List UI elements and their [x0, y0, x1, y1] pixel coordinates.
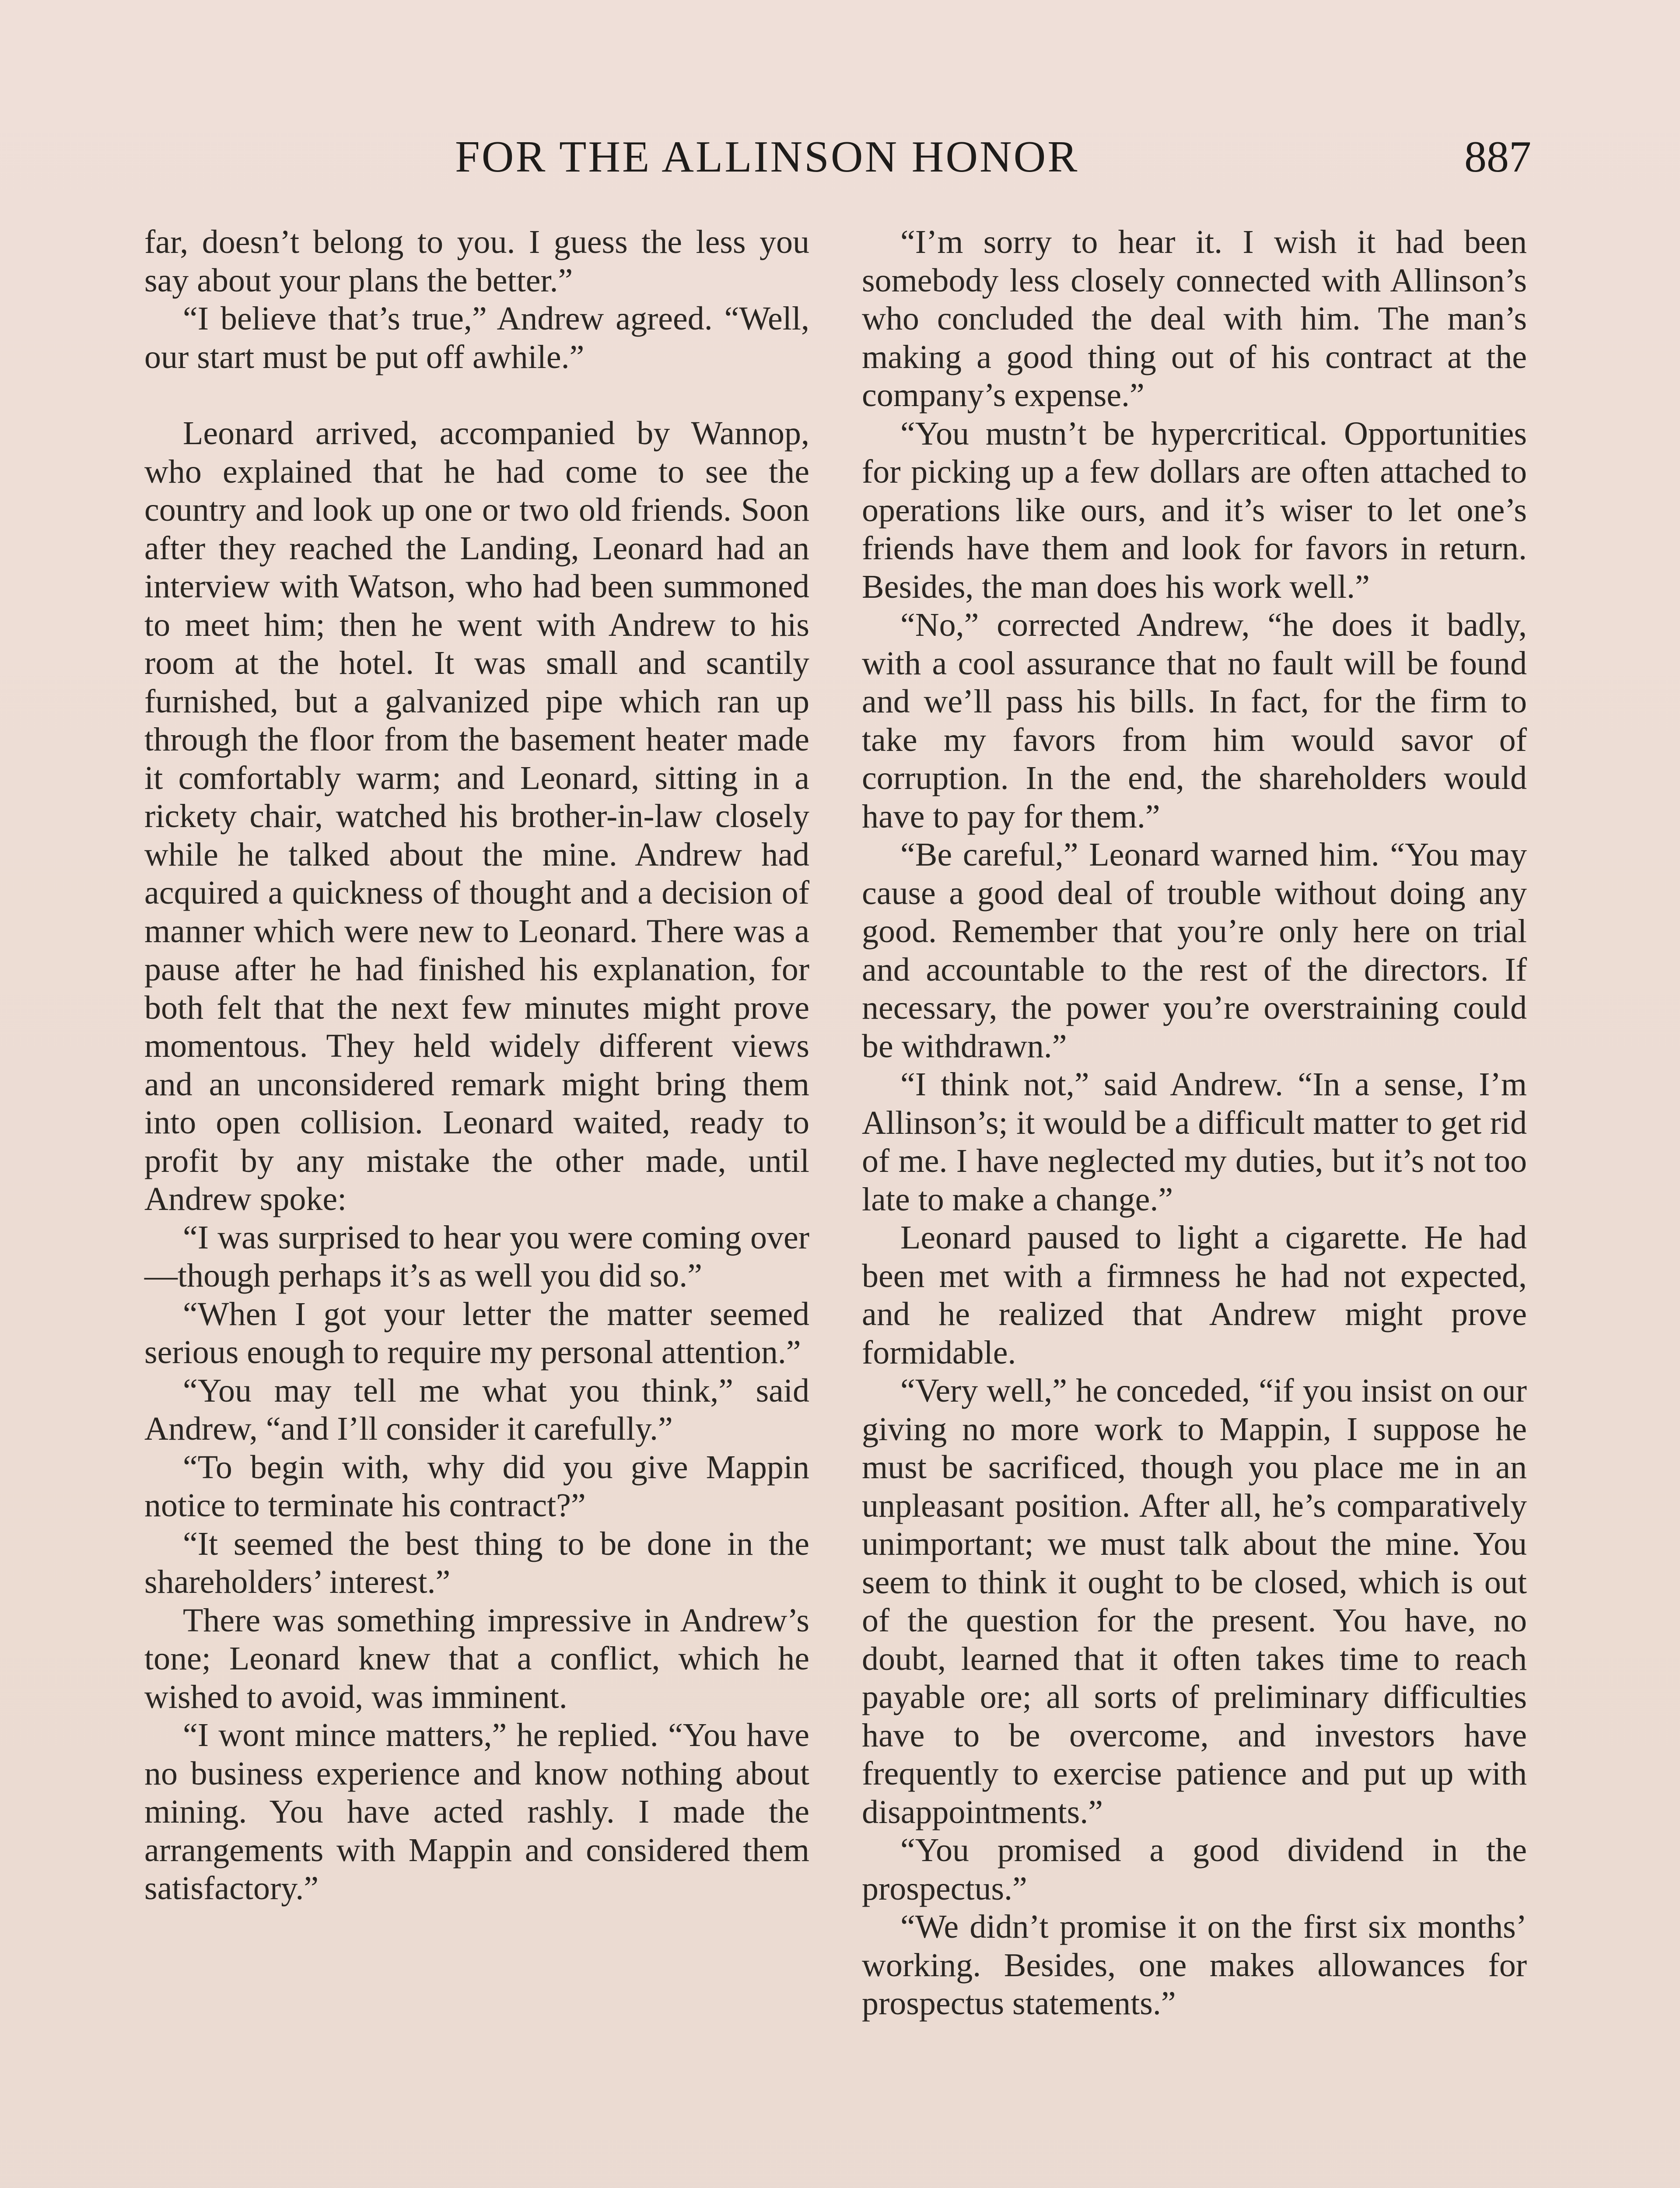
paragraph: “Very well,” he conceded, “if you insist on our giving no more work to Mappin, I suppose he must be sacrificed, though you place me in an unpleasant position. After all, he’s comparatively unimportant; we must talk about the mine. You seem to think it ought to be closed, which is out of the question for the present. You have, no doubt, learned that it often takes time to reach payable ore; all sorts of preliminary difficulties have to be overcome, and investors have frequently to exercise patience and put up with disappointments.” [862, 1372, 1527, 1830]
left-column [144, 223, 809, 1908]
paragraph: “I’m sorry to hear it. I wish it had been somebody less closely connected with Allinson’s who concluded the deal with him. The man’s making a good thing out of his contract at the company’s expense.” [862, 224, 1527, 414]
paragraph: “I was surprised to hear you were coming over—though perhaps it’s as well you did so.” [144, 1219, 809, 1294]
paragraph: “I believe that’s true,” Andrew agreed. “Well, our start must be put off awhile.” [144, 300, 809, 375]
right-column [862, 223, 1527, 2023]
paragraph: “When I got your letter the matter seemed serious enough to require my personal attention.” [144, 1295, 809, 1371]
paragraph: “You mustn’t be hypercritical. Opportunities for picking up a few dollars are often attached to operations like ours, and it’s wiser to let one’s friends have them and look for favors in return. Besides, the man does his work well.” [862, 415, 1527, 605]
paragraph: “You may tell me what you think,” said Andrew, “and I’ll consider it carefully.” [144, 1372, 809, 1447]
paragraph: “To begin with, why did you give Mappin notice to terminate his contract?” [144, 1448, 809, 1524]
paragraph: “Be careful,” Leonard warned him. “You may cause a good deal of trouble without doing any good. Remember that you’re only here on trial and accountable to the rest of the directors. If necessary, the power you’re overstraining could be withdrawn.” [862, 836, 1527, 1065]
paragraph: “I wont mince matters,” he replied. “You have no business experience and know nothing about mining. You have acted rashly. I made the arrangements with Mappin and considered them satisfactory.” [144, 1717, 809, 1907]
page-header [0, 131, 1680, 188]
running-title: FOR THE ALLINSON HONOR [455, 132, 1079, 182]
paragraph: “I think not,” said Andrew. “In a sense, I’m Allinson’s; it would be a difficult matter to get rid of me. I have neglected my duties, but it’s not too late to make a change.” [862, 1066, 1527, 1218]
paragraph: There was something impressive in Andrew’s tone; Leonard knew that a conflict, which he wished to avoid, was imminent. [144, 1602, 809, 1715]
paragraph: “We didn’t promise it on the first six months’ working. Besides, one makes allowances for prospectus statements.” [862, 1908, 1527, 2022]
paragraph: “No,” corrected Andrew, “he does it badly, with a cool assurance that no fault will be found and we’ll pass his bills. In fact, for the firm to take my favors from him would savor of corruption. In the end, the shareholders would have to pay for them.” [862, 607, 1527, 835]
page-number: 887 [1464, 132, 1531, 182]
paragraph: “You promised a good dividend in the prospectus.” [862, 1832, 1527, 1907]
paragraph: Leonard paused to light a cigarette. He had been met with a firmness he had not expected, and he realized that Andrew might prove formidable. [862, 1219, 1527, 1371]
paragraph: “It seemed the best thing to be done in the shareholders’ interest.” [144, 1525, 809, 1600]
paragraph: far, doesn’t belong to you. I guess the less you say about your plans the better.” [144, 224, 809, 299]
paragraph: Leonard arrived, accompanied by Wannop, who explained that he had come to see the country and look up one or two old friends. Soon after they reached the Landing, Leonard had an interview with Watson, who had been summoned to meet him; then he went with Andrew to his room at the hotel. It was small and scantily furnished, but a galvanized pipe which ran up through the floor from the basement heater made it comfortably warm; and Leonard, sitting in a rickety chair, watched his brother-in-law closely while he talked about the mine. Andrew had acquired a quickness of thought and a decision of manner which were new to Leonard. There was a pause after he had finished his explanation, for both felt that the next few minutes might prove momentous. They held widely different views and an unconsidered remark might bring them into open collision. Leonard waited, ready to profit by any mistake the other made, until Andrew spoke: [144, 415, 809, 1217]
